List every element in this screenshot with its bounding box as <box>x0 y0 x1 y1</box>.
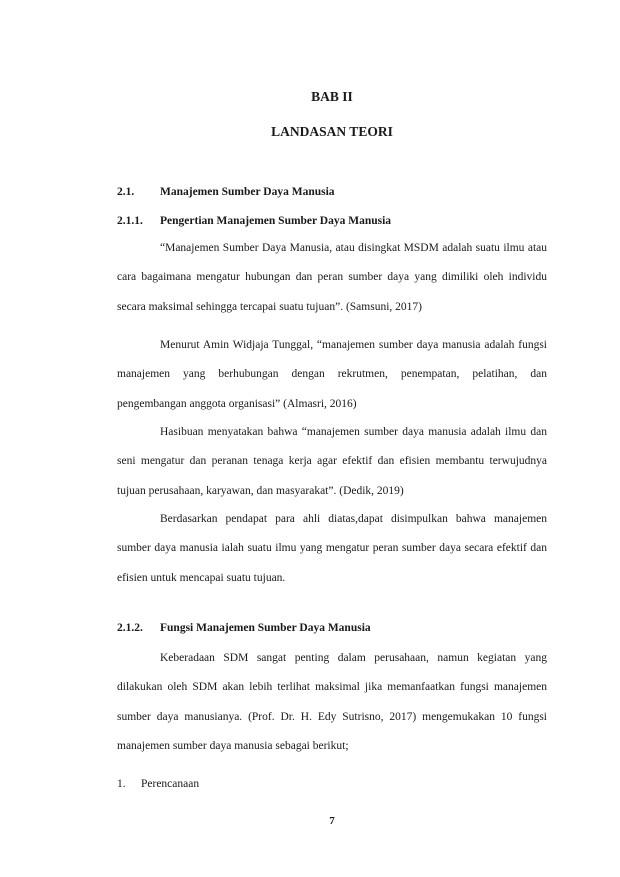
section-title: Pengertian Manajemen Sumber Daya Manusia <box>160 215 392 227</box>
list-item-number: 1. <box>117 778 126 790</box>
list-item-label: Perencanaan <box>141 778 200 790</box>
paragraph-amin-widjaja: Menurut Amin Widjaja Tunggal, “manajemen sumber daya manusia adalah fungsi manajemen yang berhubungan dengan rekrutmen, penempatan, pelatihan, dan pengembangan anggota organisasi” (Almasri, 2016) <box>117 339 547 410</box>
page-number: 7 <box>329 815 335 827</box>
section-number: 2.1.1. <box>117 215 143 227</box>
paragraph-fungsi-sdm: Keberadaan SDM sangat penting dalam perusahaan, namun kegiatan yang dilakukan oleh SDM akan lebih terlihat maksimal jika memanfaatkan fungsi manajemen sumber daya manusianya. (Prof. Dr. H. Edy Sutrisno, 2017) mengemukakan 10 fungsi manajemen sumber daya manusia sebagai berikut; <box>117 652 547 752</box>
list-item <box>117 778 547 790</box>
paragraph-msdm-definition: “Manajemen Sumber Daya Manusia, atau disingkat MSDM adalah suatu ilmu atau cara bagaimana mengatur hubungan dan peran sumber daya yang dimiliki oleh individu secara maksimal sehingga tercapai suatu tujuan”. (Samsuni, 2017) <box>117 242 547 313</box>
section-number: 2.1. <box>117 186 135 198</box>
chapter-title: LANDASAN TEORI <box>271 124 393 139</box>
paragraph-hasibuan: Hasibuan menyatakan bahwa “manajemen sumber daya manusia adalah ilmu dan seni mengatur dan peranan tenaga kerja agar efektif dan efisien membantu terwujudnya tujuan perusahaan, karyawan, dan masyarakat”. (Dedik, 2019) <box>117 426 547 497</box>
paragraph-conclusion: Berdasarkan pendapat para ahli diatas,dapat disimpulkan bahwa manajemen sumber daya manusia ialah suatu ilmu yang mengatur peran sumber daya secara efektif dan efisien untuk mencapai suatu tujuan. <box>117 513 547 584</box>
section-title: Manajemen Sumber Daya Manusia <box>160 186 335 198</box>
section-number: 2.1.2. <box>117 622 143 634</box>
section-heading-2-1-2 <box>117 622 547 634</box>
section-heading-2-1-1 <box>117 215 547 227</box>
chapter-number: BAB II <box>311 89 353 104</box>
section-title: Fungsi Manajemen Sumber Daya Manusia <box>160 622 371 634</box>
section-heading-2-1 <box>117 186 547 198</box>
